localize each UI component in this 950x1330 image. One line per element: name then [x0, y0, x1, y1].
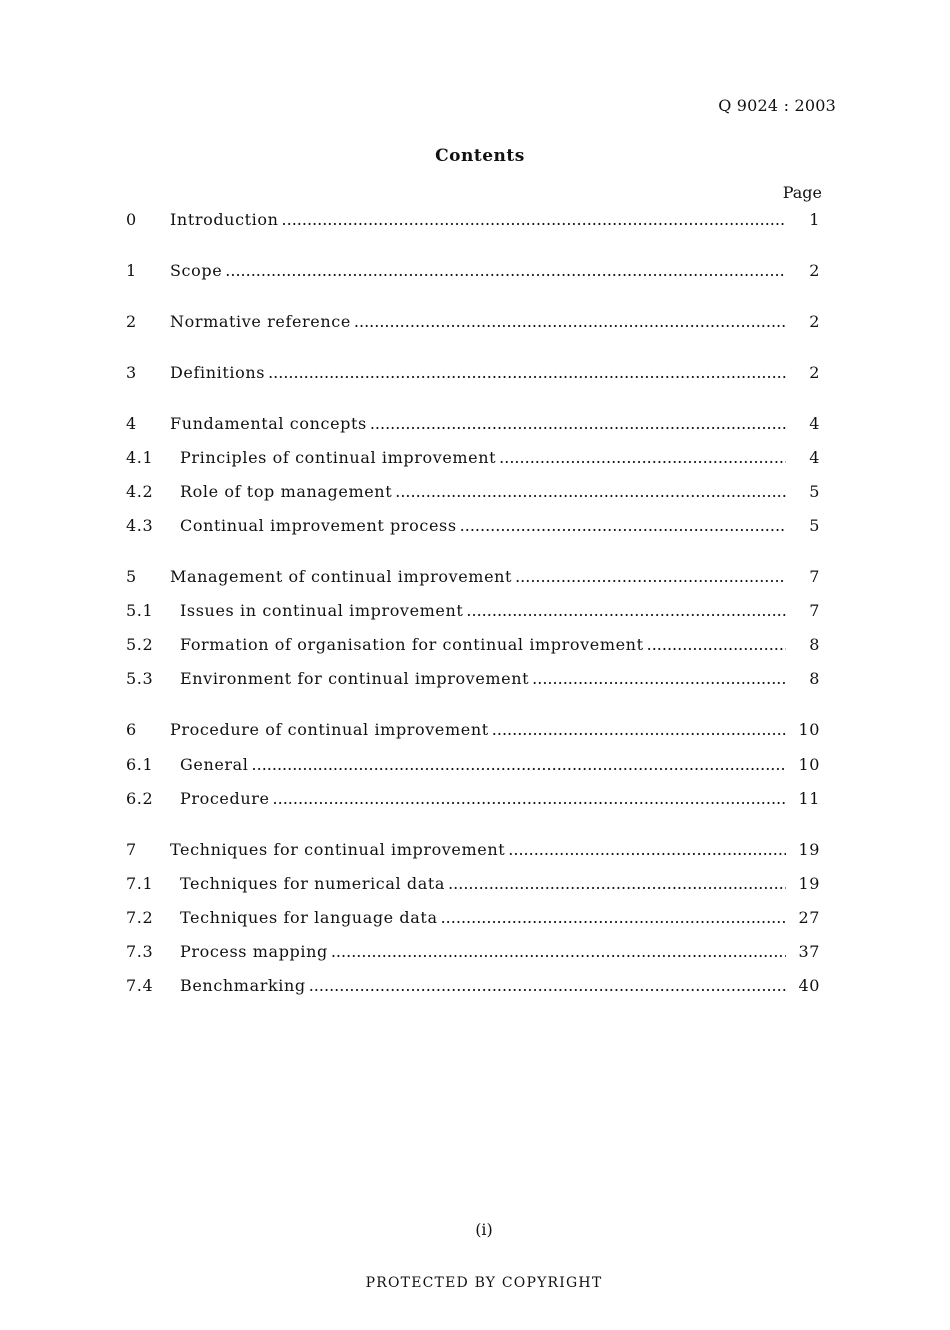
toc-entry[interactable] [126, 516, 820, 538]
page-title: Contents [435, 146, 525, 166]
toc-entry-page: 19 [798, 840, 820, 859]
toc-entry-number: 5.3 [126, 669, 154, 688]
toc-entry-number: 6.2 [126, 789, 154, 808]
dot-leader [515, 567, 786, 586]
dot-leader [309, 976, 786, 995]
toc-entry-number: 1 [126, 261, 137, 280]
toc-entry-title: Environment for continual improvement [180, 669, 530, 688]
toc-entry-page: 5 [809, 482, 820, 501]
toc-entry-title: Definitions [170, 363, 266, 382]
toc-entry-number: 4.2 [126, 482, 154, 501]
toc-entry-title: Benchmarking [180, 976, 306, 995]
toc-entry-page: 1 [809, 210, 820, 229]
toc-entry-page: 40 [798, 976, 820, 995]
toc-entry[interactable] [126, 840, 820, 862]
toc-entry-title: Procedure [180, 789, 270, 808]
toc-entry[interactable] [126, 601, 820, 623]
dot-leader [225, 261, 786, 280]
toc-entry-title: Management of continual improvement [170, 567, 513, 586]
toc-entry[interactable] [126, 635, 820, 657]
page-column-heading: Page [782, 183, 822, 202]
dot-leader [492, 720, 786, 739]
toc-entry-number: 7.4 [126, 976, 154, 995]
toc-entry[interactable] [126, 567, 820, 589]
toc-entry-page: 4 [809, 414, 820, 433]
toc-entry[interactable] [126, 789, 820, 811]
toc-entry-title: Techniques for continual improvement [170, 840, 506, 859]
toc-entry-title: Formation of organisation for continual improvement [180, 635, 644, 654]
toc-entry[interactable] [126, 312, 820, 334]
toc-entry[interactable] [126, 210, 820, 232]
toc-entry-number: 4.1 [126, 448, 154, 467]
toc-entry[interactable] [126, 363, 820, 385]
toc-entry-page: 19 [798, 874, 820, 893]
toc-entry-page: 8 [809, 635, 820, 654]
toc-entry[interactable] [126, 755, 820, 777]
dot-leader [252, 755, 786, 774]
toc-entry-page: 8 [809, 669, 820, 688]
toc-entry-title: Issues in continual improvement [180, 601, 464, 620]
toc-entry[interactable] [126, 482, 820, 504]
toc-entry-title: Principles of continual improvement [180, 448, 497, 467]
toc-entry-number: 4 [126, 414, 137, 433]
page-folio: (i) [475, 1220, 493, 1239]
copyright-notice: PROTECTED BY COPYRIGHT [365, 1275, 603, 1291]
toc-entry[interactable] [126, 976, 820, 998]
dot-leader [460, 516, 786, 535]
toc-entry[interactable] [126, 414, 820, 436]
toc-entry-page: 27 [798, 908, 820, 927]
dot-leader [354, 312, 786, 331]
dot-leader [282, 210, 786, 229]
toc-entry-number: 7.3 [126, 942, 154, 961]
toc-entry-page: 7 [809, 567, 820, 586]
toc-entry-page: 37 [798, 942, 820, 961]
toc-entry-number: 7.2 [126, 908, 154, 927]
toc-entry-number: 0 [126, 210, 137, 229]
dot-leader [499, 448, 786, 467]
toc-entry-title: Role of top management [180, 482, 393, 501]
dot-leader [441, 908, 786, 927]
toc-entry-number: 6 [126, 720, 137, 739]
dot-leader [647, 635, 786, 654]
toc-entry-page: 2 [809, 312, 820, 331]
toc-entry-page: 2 [809, 363, 820, 382]
toc-entry-title: Introduction [170, 210, 279, 229]
toc-entry-number: 5.2 [126, 635, 154, 654]
dot-leader [370, 414, 786, 433]
dot-leader [395, 482, 786, 501]
toc-entry[interactable] [126, 448, 820, 470]
toc-entry-title: Process mapping [180, 942, 328, 961]
toc-entry-title: Techniques for numerical data [180, 874, 446, 893]
toc-entry-page: 11 [798, 789, 820, 808]
toc-entry-page: 2 [809, 261, 820, 280]
toc-entry-number: 7 [126, 840, 137, 859]
toc-entry-title: Continual improvement process [180, 516, 457, 535]
toc-entry[interactable] [126, 942, 820, 964]
dot-leader [532, 669, 786, 688]
toc-entry-number: 6.1 [126, 755, 154, 774]
toc-entry-page: 10 [798, 720, 820, 739]
toc-entry-page: 4 [809, 448, 820, 467]
dot-leader [466, 601, 786, 620]
toc-entry[interactable] [126, 720, 820, 742]
toc-entry-page: 7 [809, 601, 820, 620]
dot-leader [331, 942, 786, 961]
toc-entry-number: 3 [126, 363, 137, 382]
toc-entry-page: 10 [798, 755, 820, 774]
toc-entry-title: Fundamental concepts [170, 414, 367, 433]
toc-entry-title: Normative reference [170, 312, 351, 331]
toc-entry-number: 5 [126, 567, 137, 586]
dot-leader [508, 840, 786, 859]
document-code: Q 9024 : 2003 [718, 96, 836, 115]
toc-entry-number: 4.3 [126, 516, 154, 535]
toc-entry-title: Scope [170, 261, 223, 280]
toc-entry-title: General [180, 755, 249, 774]
dot-leader [448, 874, 786, 893]
toc-entry[interactable] [126, 874, 820, 896]
dot-leader [273, 789, 786, 808]
toc-entry-page: 5 [809, 516, 820, 535]
toc-entry-number: 7.1 [126, 874, 154, 893]
toc-entry[interactable] [126, 261, 820, 283]
toc-entry-title: Procedure of continual improvement [170, 720, 489, 739]
toc-entry[interactable] [126, 908, 820, 930]
toc-entry[interactable] [126, 669, 820, 691]
toc-entry-title: Techniques for language data [180, 908, 438, 927]
toc-entry-number: 5.1 [126, 601, 154, 620]
toc-entry-number: 2 [126, 312, 137, 331]
dot-leader [268, 363, 786, 382]
